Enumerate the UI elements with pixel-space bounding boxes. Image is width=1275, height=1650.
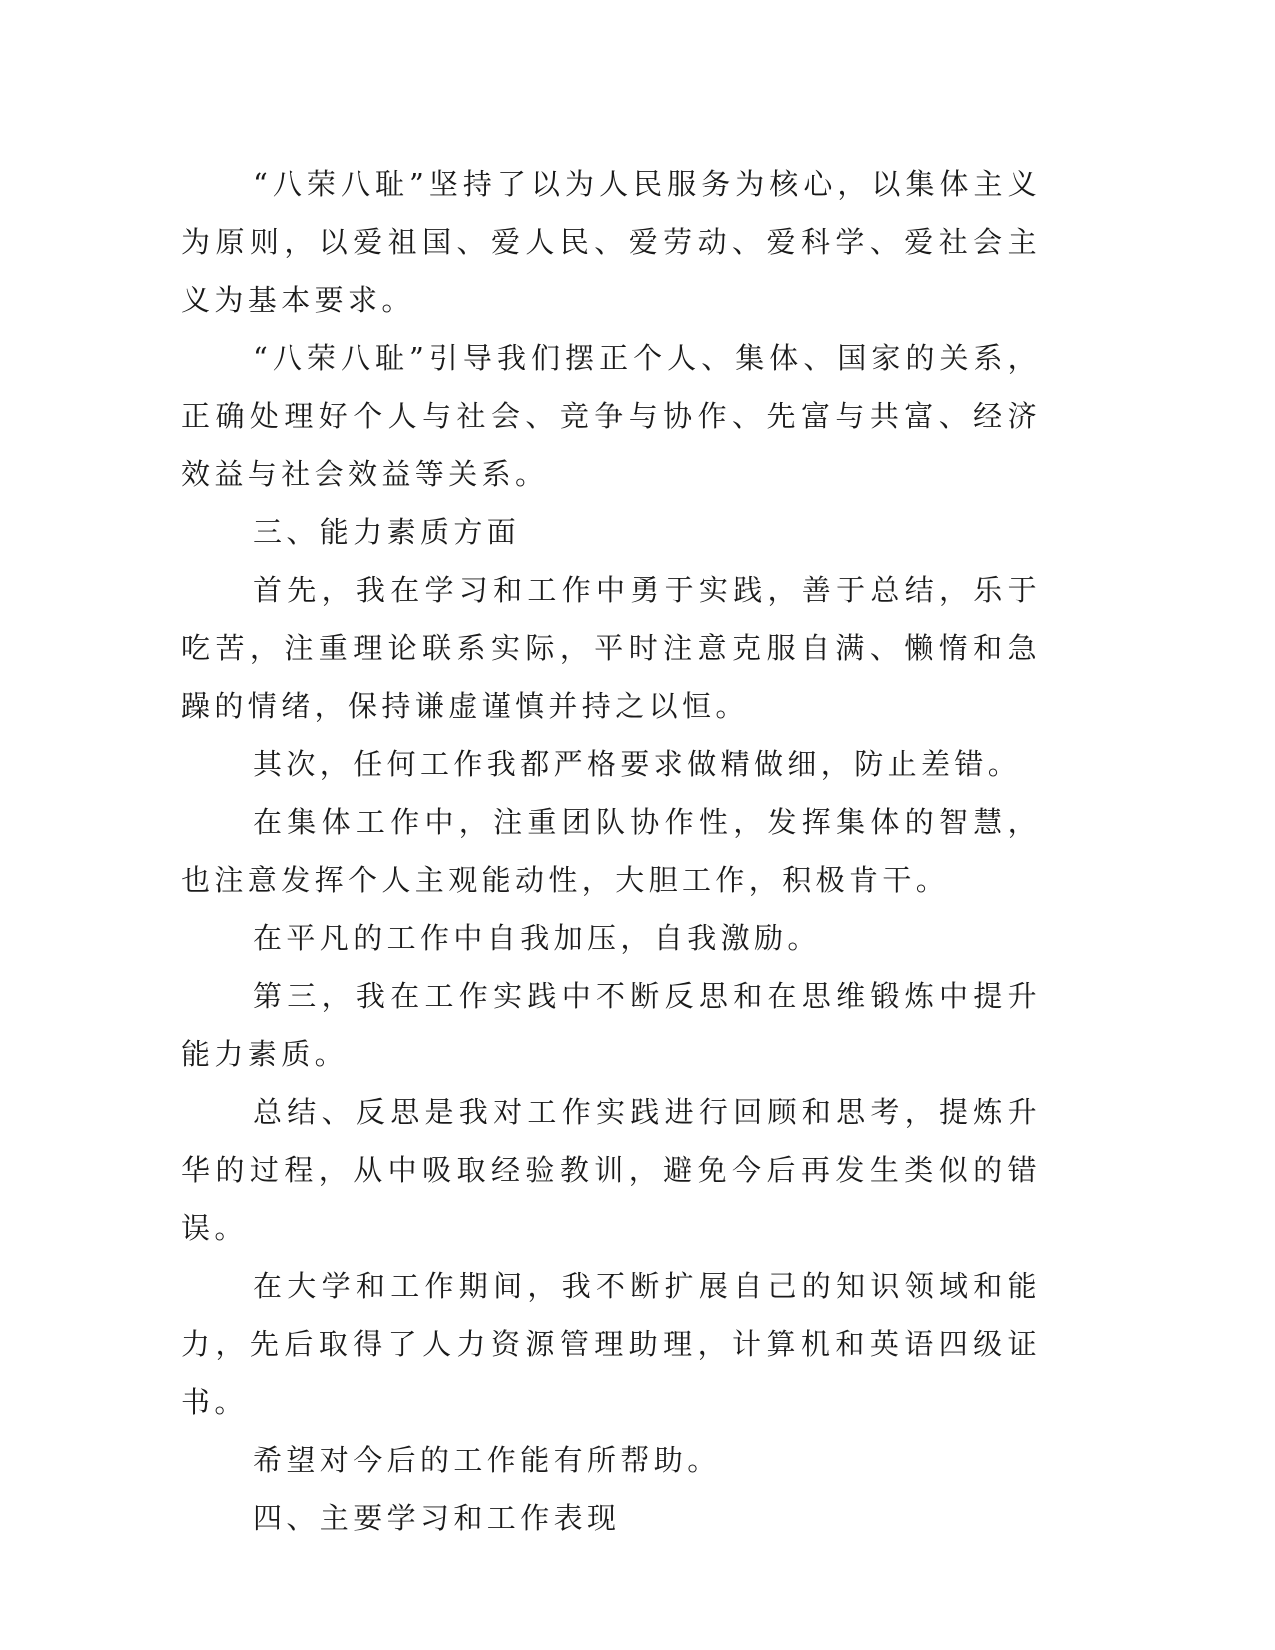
paragraph-third-reflection: 第三，我在工作实践中不断反思和在思维锻炼中提升能力素质。 (181, 979, 1041, 1071)
paragraph-self-motivation: 在平凡的工作中自我加压，自我激励。 (253, 921, 821, 955)
document-body (181, 155, 1041, 1547)
paragraph-second-strict: 其次，任何工作我都严格要求做精做细，防止差错。 (253, 747, 1022, 781)
paragraph-hope: 希望对今后的工作能有所帮助。 (253, 1443, 721, 1477)
section-heading-ability: 三、能力素质方面 (253, 515, 521, 549)
paragraph-summary-reflection: 总结、反思是我对工作实践进行回顾和思考，提炼升华的过程，从中吸取经验教训，避免今后再发生类似的错误。 (181, 1095, 1041, 1245)
section-heading-performance: 四、主要学习和工作表现 (253, 1501, 621, 1535)
paragraph-baronbachi-core: “八荣八耻”坚持了以为人民服务为核心，以集体主义为原则，以爱祖国、爱人民、爱劳动、爱科学、爱社会主义为基本要求。 (181, 167, 1041, 317)
paragraph-teamwork: 在集体工作中，注重团队协作性，发挥集体的智慧，也注意发挥个人主观能动性，大胆工作，积极肯干。 (181, 805, 1041, 897)
paragraph-first-practice: 首先，我在学习和工作中勇于实践，善于总结，乐于吃苦，注重理论联系实际，平时注意克服自满、懒惰和急躁的情绪，保持谦虚谨慎并持之以恒。 (181, 573, 1041, 723)
paragraph-baronbachi-relations: “八荣八耻”引导我们摆正个人、集体、国家的关系，正确处理好个人与社会、竞争与协作、先富与共富、经济效益与社会效益等关系。 (181, 341, 1041, 491)
paragraph-certificates: 在大学和工作期间，我不断扩展自己的知识领域和能力，先后取得了人力资源管理助理，计算机和英语四级证书。 (181, 1269, 1041, 1419)
